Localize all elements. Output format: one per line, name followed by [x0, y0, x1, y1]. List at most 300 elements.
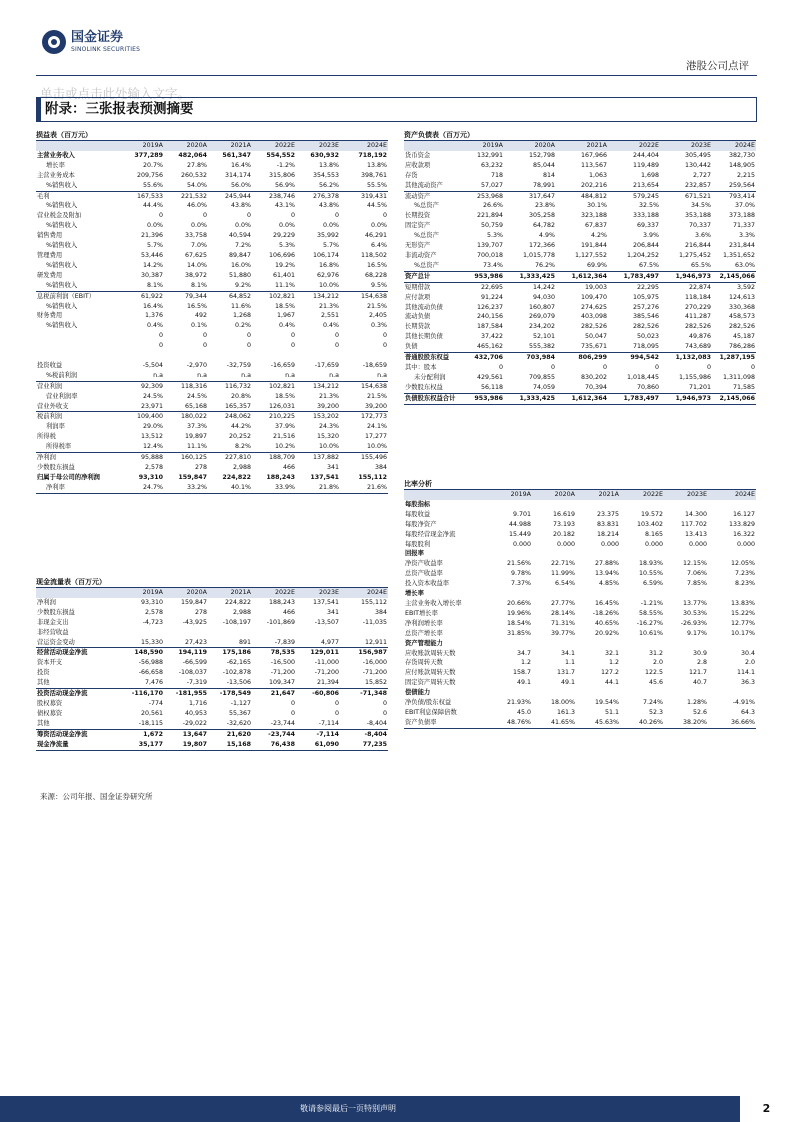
cell-value: 458,573 [728, 313, 755, 321]
year-header: 2023E [296, 141, 340, 151]
year-header-row [404, 490, 756, 500]
cell-value: 1,275,452 [678, 251, 711, 259]
cell-value: 0.2% [235, 322, 251, 330]
cell-value: 130,442 [684, 161, 711, 169]
table-row [36, 473, 388, 483]
cell-value: 17,277 [364, 433, 387, 441]
cell-value: 64,782 [532, 222, 555, 230]
cell-value: 36.3 [740, 679, 755, 687]
cell-value: 13,512 [140, 433, 163, 441]
cell-value: 0.0% [235, 222, 251, 230]
cell-value: 305,495 [684, 151, 711, 159]
cell-value: 71,201 [688, 383, 711, 391]
table-row [36, 598, 388, 608]
row-label: %销售收入 [46, 322, 78, 330]
cell-value: 1,268 [232, 312, 251, 320]
cell-value: 20.182 [552, 530, 575, 538]
cell-value: 0 [334, 699, 339, 707]
cell-value: 3,592 [712, 282, 756, 292]
cell-value: 19.54% [594, 699, 619, 707]
table-row [36, 719, 388, 729]
cell-value: 700,018 [476, 251, 503, 259]
cell-value: 16.8% [318, 261, 339, 269]
table-row [36, 331, 388, 341]
cell-value: 282,526 [580, 323, 607, 331]
cell-value: 76.2% [534, 261, 555, 269]
cell-value: 49,876 [688, 333, 711, 341]
cell-value: 891 [238, 638, 251, 646]
table-row [36, 302, 388, 312]
cell-value [664, 639, 708, 649]
cell-value: -13,507 [314, 618, 339, 626]
cell-value: 127.2 [600, 669, 619, 677]
cell-value [252, 628, 296, 638]
table-row [36, 699, 388, 709]
cell-value: 118,316 [164, 381, 208, 391]
cell-value: 180,022 [164, 412, 208, 422]
table-row [36, 261, 388, 271]
cell-value: 1,132,083 [660, 353, 712, 363]
cell-value: 2,578 [144, 463, 163, 471]
cell-value: 21.3% [318, 302, 339, 310]
cell-value: -71,348 [340, 689, 388, 699]
cell-value: 22,695 [464, 282, 504, 292]
cell-value: 20,561 [140, 709, 163, 717]
row-label: EBIT增长率 [405, 609, 438, 617]
cell-value: 133.829 [728, 520, 755, 528]
cell-value: 134,212 [296, 381, 340, 391]
cell-value: 555,382 [528, 343, 555, 351]
cell-value: 718 [490, 171, 503, 179]
cell-value: 953,986 [464, 271, 504, 282]
cell-value: 0 [550, 363, 555, 371]
cell-value: 0 [382, 212, 387, 220]
cell-value: 14.300 [684, 510, 707, 518]
cell-value: 76,438 [252, 740, 296, 750]
cell-value: 38,972 [184, 271, 207, 279]
cell-value: 341 [326, 463, 339, 471]
row-label: 投入资本收益率 [405, 580, 450, 588]
cell-value: 466 [282, 608, 295, 616]
row-label: 净利率 [36, 483, 120, 493]
cell-value: -66,599 [182, 659, 207, 667]
table-row [36, 351, 388, 361]
cell-value: 2,988 [232, 463, 251, 471]
cell-value: 1,946,973 [660, 393, 712, 404]
cell-value: 806,299 [556, 353, 608, 363]
cell-value: 382,730 [728, 151, 755, 159]
cell-value: 52,101 [532, 333, 555, 341]
source-note: 来源：公司年报、国金证券研究所 [40, 792, 153, 801]
table-row [404, 698, 756, 708]
table-row [404, 579, 756, 589]
cell-value: 14.0% [186, 261, 207, 269]
row-label: 净利润 [37, 598, 56, 606]
cell-value: 1.28% [686, 699, 707, 707]
cell-value: 398,761 [360, 171, 387, 179]
cell-value: -60,806 [296, 689, 340, 699]
row-label: EBIT利息保障倍数 [405, 708, 457, 716]
cell-value: -1.21% [640, 599, 663, 607]
cell-value: 30,387 [140, 271, 163, 279]
year-header: 2024E [712, 141, 756, 151]
cell-value: -5,504 [142, 361, 163, 369]
cell-value: 244,404 [632, 151, 659, 159]
cell-value: 50,047 [584, 333, 607, 341]
cell-value: 202,216 [580, 181, 607, 189]
cell-value: 19.572 [640, 510, 663, 518]
row-label [36, 351, 120, 361]
table-row [36, 638, 388, 648]
row-label: 每股指标 [405, 500, 431, 508]
cell-value: 0 [334, 709, 339, 717]
cell-value: 1,155,986 [678, 373, 711, 381]
cell-value: 4.9% [539, 232, 555, 240]
cell-value: -17,659 [314, 361, 339, 369]
cell-value: -2,970 [186, 361, 207, 369]
cashflow-panel [36, 576, 388, 751]
text-placeholder[interactable]: 单击或点击此处输入文字。 [40, 86, 191, 101]
cell-value: 61,401 [272, 271, 295, 279]
cell-value: 69.9% [586, 261, 607, 269]
cell-value: 161.3 [556, 708, 575, 716]
cell-value: 89,847 [228, 251, 251, 259]
cell-value: 0 [158, 332, 163, 340]
cell-value: 51,880 [228, 271, 251, 279]
year-header: 2019A [488, 490, 532, 500]
cell-value: 671,521 [660, 191, 712, 201]
cell-value: 194,119 [164, 648, 208, 658]
cell-value: -11,000 [314, 659, 339, 667]
row-label: 净利润 [36, 453, 120, 463]
cell-value: 0 [202, 332, 207, 340]
cell-value: 1,946,973 [660, 271, 712, 282]
cell-value: 793,414 [712, 191, 756, 201]
table-row [404, 241, 756, 251]
cell-value: 119,489 [632, 161, 659, 169]
cell-value: 2,551 [320, 312, 339, 320]
cell-value: 19.96% [506, 609, 531, 617]
cell-value [620, 688, 664, 698]
row-label: 其他长期负债 [405, 333, 443, 341]
cell-value [620, 639, 664, 649]
cell-value: 121.7 [688, 669, 707, 677]
cell-value: -71,200 [362, 669, 387, 677]
cell-value: 21.8% [296, 483, 340, 493]
table-row [36, 241, 388, 251]
header-blank [36, 141, 120, 151]
cell-value: -7,319 [186, 679, 207, 687]
cell-value [488, 589, 532, 599]
cell-value [708, 500, 756, 510]
cell-value: 9.78% [510, 570, 531, 578]
cell-value [164, 628, 208, 638]
row-label: 财务费用 [37, 312, 63, 320]
row-label: 毛利 [36, 191, 120, 201]
cell-value: 21.93% [506, 699, 531, 707]
cell-value: 79,344 [164, 291, 208, 301]
table-row [36, 648, 388, 658]
table-row [36, 291, 388, 301]
table-row [404, 383, 756, 393]
cell-value: 64.3 [740, 708, 755, 716]
cell-value: 55.6% [142, 181, 163, 189]
row-label: 投资收益 [37, 361, 63, 369]
cell-value: 106,174 [312, 251, 339, 259]
cell-value: 1,376 [144, 312, 163, 320]
table-row [404, 151, 756, 161]
cell-value: 113,567 [580, 161, 607, 169]
cell-value [576, 500, 620, 510]
year-header: 2021A [576, 490, 620, 500]
cell-value: 33,758 [184, 232, 207, 240]
table-row [36, 311, 388, 321]
cell-value: 282,526 [684, 323, 711, 331]
row-label: 每股股利 [405, 540, 431, 548]
cell-value: 9.701 [512, 510, 531, 518]
row-label: 应付账款周转天数 [405, 669, 456, 677]
cell-value: 57,027 [480, 181, 503, 189]
cell-value: 484,812 [556, 191, 608, 201]
row-label: 归属于母公司的净利润 [37, 473, 100, 481]
cell-value: 1.2 [608, 659, 619, 667]
row-label: 其中：股本 [405, 363, 437, 371]
cell-value: 36.66% [708, 718, 756, 728]
row-label: 每股收益 [405, 510, 431, 518]
cell-value: 19.2% [274, 261, 295, 269]
cell-value: 85,044 [532, 161, 555, 169]
cell-value: 260,532 [180, 171, 207, 179]
cell-value: 71.31% [550, 619, 575, 627]
row-label: %总资产 [414, 232, 439, 240]
cell-value: 7.06% [686, 570, 707, 578]
cell-value: -43,925 [182, 618, 207, 626]
cell-value: 0 [334, 342, 339, 350]
cell-value: 22,874 [660, 282, 712, 292]
cell-value: 15.22% [730, 609, 755, 617]
cell-value: 109,347 [268, 679, 295, 687]
cell-value: 49.1 [560, 679, 575, 687]
table-row [404, 221, 756, 231]
row-label: 投资活动现金净流 [36, 689, 120, 699]
table-row [404, 569, 756, 579]
row-label: 投资 [37, 669, 50, 677]
cell-value: 353,188 [684, 212, 711, 220]
cell-value: 122.5 [644, 669, 663, 677]
cell-value: 231,844 [728, 242, 755, 250]
cell-value: 34.5% [690, 202, 711, 210]
cell-value: 13.413 [684, 530, 707, 538]
cell-value: 33.2% [164, 483, 208, 493]
cell-value: 1,015,778 [522, 251, 555, 259]
cell-value: 7.0% [191, 242, 207, 250]
cell-value: 432,706 [464, 353, 504, 363]
cell-value: 2,405 [368, 312, 387, 320]
cell-value: -7,839 [274, 638, 295, 646]
cell-value: 30.9 [692, 649, 707, 657]
cell-value: 43.8% [230, 202, 251, 210]
year-header: 2021A [556, 141, 608, 151]
table-row [404, 540, 756, 550]
cell-value: 1,612,364 [556, 393, 608, 404]
cell-value: 8.2% [235, 443, 251, 451]
cell-value: 227,810 [208, 453, 252, 463]
cell-value: 305,258 [528, 212, 555, 220]
table-row [404, 678, 756, 688]
cell-value: 68,228 [364, 271, 387, 279]
cell-value: 56.2% [318, 181, 339, 189]
cell-value: -116,170 [120, 689, 164, 699]
cell-value: 15,330 [140, 638, 163, 646]
cell-value: 2,578 [144, 608, 163, 616]
cell-value: 102,821 [252, 381, 296, 391]
cell-value: -16,659 [270, 361, 295, 369]
cell-value: 21.56% [506, 560, 531, 568]
cell-value: 259,564 [728, 181, 755, 189]
cell-value: 718,192 [358, 151, 387, 159]
row-label: 经营活动现金净流 [36, 648, 120, 658]
cell-value: 2,988 [232, 608, 251, 616]
cell-value: 24.5% [186, 392, 207, 400]
cell-value: 5.7% [323, 242, 339, 250]
table-row [404, 251, 756, 261]
cell-value: 7.2% [235, 242, 251, 250]
cell-value: 282,526 [632, 323, 659, 331]
cell-value: 0.000 [644, 540, 663, 548]
cell-value: 2.0 [652, 659, 663, 667]
row-label: %销售收入 [46, 222, 78, 230]
cell-value: 15,320 [316, 433, 339, 441]
cell-value: 9.17% [686, 629, 707, 637]
cell-value: 6.54% [554, 580, 575, 588]
row-label: 研发费用 [37, 271, 63, 279]
ratio-panel [404, 478, 756, 729]
table-row [36, 608, 388, 618]
cell-value: 40.7 [692, 679, 707, 687]
row-label: 长期投资 [405, 212, 431, 220]
cell-value: 12.15% [682, 560, 707, 568]
row-label: 资本开支 [37, 659, 63, 667]
cell-value: 44.5% [366, 202, 387, 210]
cell-value: 139,707 [476, 242, 503, 250]
cell-value: 70,394 [584, 383, 607, 391]
row-label: 营业利润 [36, 381, 120, 391]
cell-value: 7.23% [734, 570, 755, 578]
cell-value: 2.8 [696, 659, 707, 667]
cell-value: 156,987 [340, 648, 388, 658]
cell-value: 95,888 [120, 453, 164, 463]
cell-value: 0 [382, 342, 387, 350]
cell-value: 0.0% [323, 222, 339, 230]
row-label [36, 331, 120, 341]
cell-value: 4.2% [591, 232, 607, 240]
cell-value: 276,378 [296, 191, 340, 201]
table-row [36, 392, 388, 402]
cell-value: 35,992 [316, 232, 339, 240]
cell-value: 40,953 [184, 709, 207, 717]
cell-value: 117.702 [680, 520, 707, 528]
disclaimer-note: 敬请参阅最后一页特别声明 [300, 1104, 396, 1113]
cell-value: 384 [374, 608, 387, 616]
cell-value: 354,553 [312, 171, 339, 179]
cell-value: 8.1% [147, 281, 163, 289]
table-row [404, 312, 756, 322]
cell-value: -1.2% [276, 161, 295, 169]
row-label: 其他 [37, 679, 50, 687]
income-statement-title: 损益表（百万元） [36, 129, 388, 141]
cell-value: 1,127,552 [574, 251, 607, 259]
cell-value: 0 [706, 363, 711, 371]
cashflow-table [36, 588, 388, 751]
cell-value: 8.1% [191, 281, 207, 289]
cell-value: 160,807 [528, 303, 555, 311]
cell-value: 16.127 [732, 510, 755, 518]
table-row [404, 510, 756, 520]
cell-value: 274,625 [580, 303, 607, 311]
table-row [36, 463, 388, 473]
table-row [404, 393, 756, 404]
cell-value: -16,000 [362, 659, 387, 667]
cell-value: 12.05% [730, 560, 755, 568]
row-label: 总资产收益率 [405, 570, 443, 578]
cell-value: 21,394 [316, 679, 339, 687]
cell-value [340, 351, 388, 361]
cell-value: 1,018,445 [626, 373, 659, 381]
cell-value: 385,546 [632, 313, 659, 321]
cell-value: 1,783,497 [608, 271, 660, 282]
cell-value: 0 [602, 363, 607, 371]
cell-value: 188,243 [268, 598, 295, 606]
cell-value: n.a [197, 371, 207, 379]
cell-value: 5.3% [487, 232, 503, 240]
row-label: 利润率 [46, 423, 65, 431]
table-row [404, 303, 756, 313]
cell-value: 0 [290, 709, 295, 717]
table-row [36, 371, 388, 381]
cell-value: 709,855 [528, 373, 555, 381]
cell-value: 253,968 [464, 191, 504, 201]
table-row [404, 658, 756, 668]
cell-value: 52.3 [648, 708, 663, 716]
cell-value: 5.3% [279, 242, 295, 250]
cell-value: -4.91% [732, 699, 755, 707]
cell-value: 743,689 [684, 343, 711, 351]
year-header: 2019A [120, 141, 164, 151]
cell-value: 317,647 [504, 191, 556, 201]
cell-value: 69,337 [636, 222, 659, 230]
cell-value: 46.0% [186, 202, 207, 210]
cell-value: 341 [326, 608, 339, 616]
cell-value: 3.9% [643, 232, 659, 240]
table-row [404, 649, 756, 659]
cell-value: 16.4% [142, 302, 163, 310]
table-row [36, 483, 388, 493]
header-blank [36, 588, 120, 598]
year-header: 2024E [708, 490, 756, 500]
cell-value: 67,837 [584, 222, 607, 230]
table-row [36, 618, 388, 628]
cell-value: 7.24% [642, 699, 663, 707]
row-label: 营业税金及附加 [37, 212, 82, 220]
cell-value: 155,112 [358, 473, 387, 481]
cell-value [708, 688, 756, 698]
cell-value [532, 589, 576, 599]
cell-value: 8.165 [644, 530, 663, 538]
cell-value: 994,542 [608, 353, 660, 363]
cell-value: 44.988 [508, 520, 531, 528]
cell-value [620, 549, 664, 559]
year-header: 2023E [664, 490, 708, 500]
